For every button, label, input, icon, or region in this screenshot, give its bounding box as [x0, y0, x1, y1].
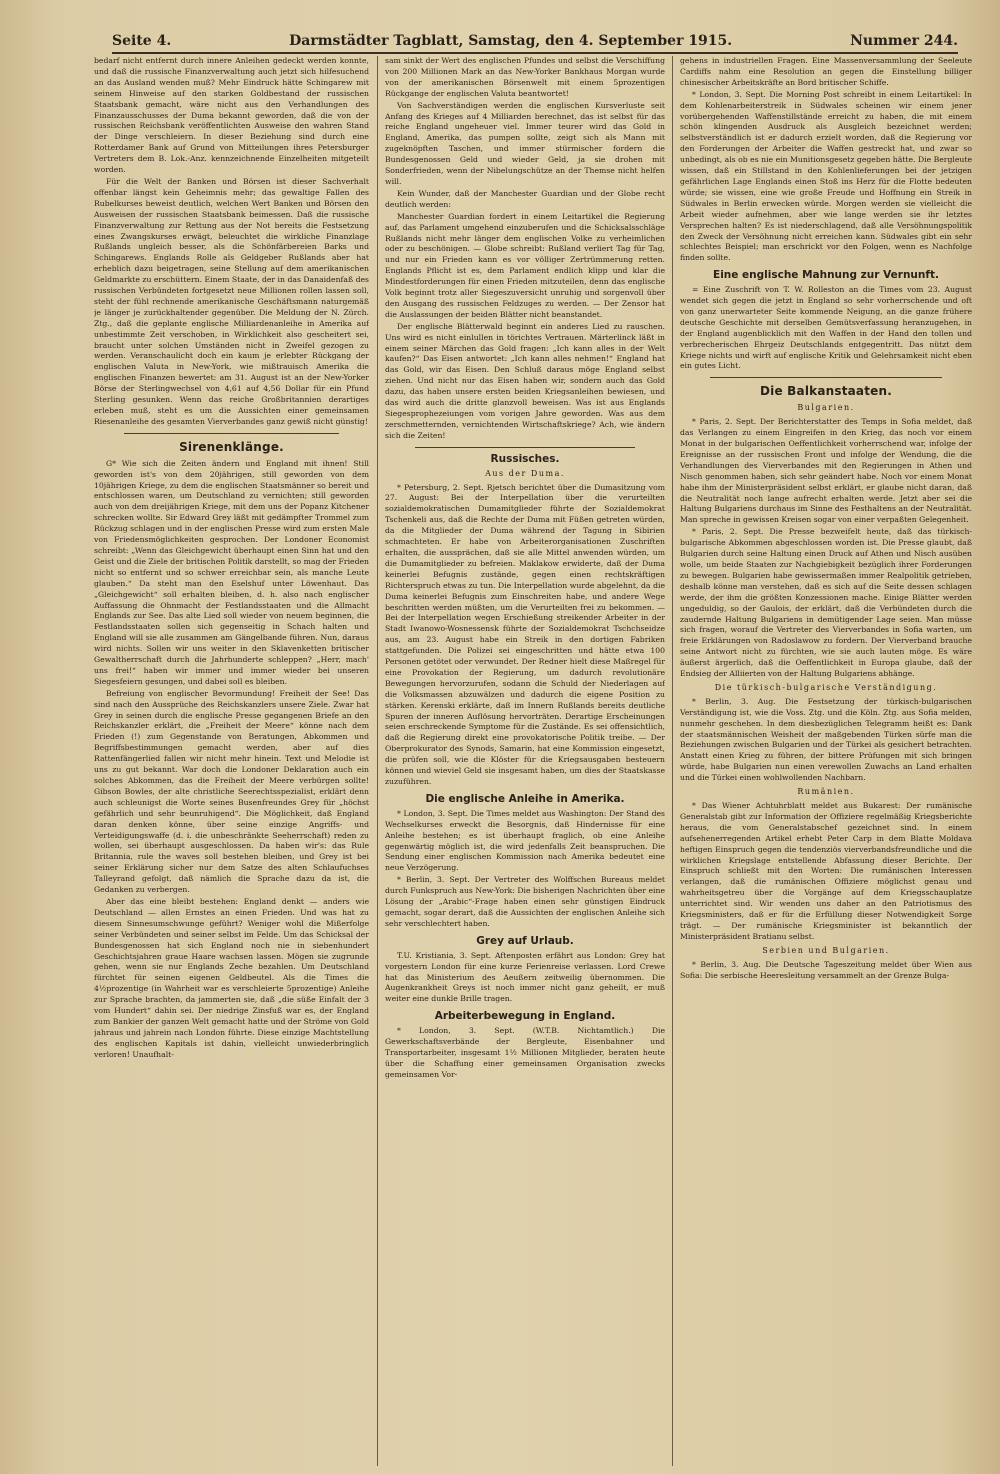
paragraph: = Eine Zuschrift von T. W. Rolleston an die Times vom 23. August wendet sich gegen die jetzt in England so sehr vorherrschende und oft von ganz unerwarteter Seite kommende Neigung, an die ganze frühere deutsche Geschichte mit derselben Gemütsverfassung heranzugehen, in der England augenblicklich mit den Waffen in der Hand den tollen und verbrecherischen Ehrgeiz Deutschlands entgegentritt. Das nützt dem Kriege nichts und wirft auf englische Kritik und Gelehrsamkeit nicht eben ein gutes Licht.	[680, 285, 972, 371]
paragraph: Befreiung von englischer Bevormundung! Freiheit der See! Das sind nach den Aussprüche des Reichskanzlers unsere Ziele. Zwar hat Grey in seinen durch die englische Presse gegangenen Briefe an den Reichskanzler erklärt, die „Freiheit der Meere“ könne nach dem Frieden (!) zum Gegenstande von Beratungen, Abkommen und Begriffsbestimmungen gemacht werden, aber auf dies Rattenfängerlied fallen wir nicht mehr hinein. Text und Melodie ist uns zu gut bekannt. War doch die Londoner Deklaration auch ein solches Abkommen, das die Freiheit der Meere verbürgen sollte! Gibson Bowles, der alte christliche Seerechtsspezialist, erklärt denn auch schleunigst die Worte seines Busenfreundes Grey für „höchst gefährlich und sehr beunruhigend“. Die Möglichkeit, daß England daran denken könne, über seine einzige Angriffs- und Verteidigungswaffe (d. i. die unbeschränkte Seeherrschaft) reden zu wollen, sei überhaupt ausgeschlossen. Da haben wir's: das Rule Britannia, rule the waves soll bestehen bleiben, und Grey ist bei seiner Erklärung sicher nur dem Satze des alten Schlaufuchses Talleyrand gefolgt, daß nämlich die Sprache dazu da ist, die Gedanken zu verbergen.	[94, 688, 369, 895]
paragraph: * Paris, 2. Sept. Die Presse bezweifelt heute, daß das türkisch-bulgarische Abkommen abgeschlossen worden ist. Die Presse glaubt, daß Bulgarien durch seine Haltung einen Druck auf Athen und Nisch ausüben wolle, um beide Staaten zur Nachgiebigkeit bezüglich ihrer Forderungen zu bewegen. Bulgarien habe gewissermaßen immer Realpolitik getrieben, deshalb könne man verstehen, daß es sich auf die Seite dessen schlagen werde, der ihm die größten Konzessionen mache. Einige Blätter werden ungeduldig, so der Gaulois, der erklärt, daß die Verbündeten durch die zaudernde Haltung Bulgariens in demütigender Lage seien. Man müsse sich fragen, worauf die Vertreter des Vierverbandes in Sofia warten, um freie Erklärungen von Radoslawow zu fordern. Der Vierverband brauche seine Antwort nicht zu fürchten, wie sie auch lauten möge. Es wäre äußerst ärgerlich, daß die Oeffentlichkeit in Europa glaube, daß der Endsieg der Alliierten von der Haltung Bulgariens abhänge.	[680, 527, 972, 679]
paragraph: * Das Wiener Achtuhrblatt meldet aus Bukarest: Der rumänische Generalstab gibt zur Information der Offiziere regelmäßig Kriegsberichte heraus, die vom Generalstabschef gezeichnet sind. In einem aufsehenerregenden Artikel erhebt Peter Carp in dem Blatte Moldava heftigen Einspruch gegen die tendenziös vierverbandsfreundliche und die wirklichen Kriegslage entstellende Abfassung dieser Berichte. Der Einspruch schließt mit den Worten: Die rumänischen Interessen verlangen, daß die rumänischen Offiziere möglichst genau und wahrheitsgetreu über die Vorgänge auf dem Kriegsschauplatze unterrichtet sind. Wir wenden uns daher an den Patriotismus des Kriegsministers, daß er für die Erfüllung dieser Notwendigkeit Sorge trägt. — Der rumänische Kriegsminister ist bekanntlich der Ministerpräsident Bratianu selbst.	[680, 801, 972, 941]
paragraph: * London, 3. Sept. Die Morning Post schreibt in einem Leitartikel: In dem Kohlenarbeiterstreik in Südwales scheinen wir einem jener vorübergehenden Waffenstillstände erreicht zu haben, die mit einem schön klingenden Ausdruck als Ausgleich bezeichnet werden; selbstverständlich ist er dadurch erzielt worden, daß die Regierung vor den Forderungen der Arbeiter die Waffen gestreckt hat, und zwar so unbedingt, als ob es nie ein Munitionsgesetz gegeben hätte. Die Bergleute wissen, daß ein Stillstand in den Kohlenlieferungen bei der jetzigen gefährlichen Lage Englands einen Stoß ins Herz für die Flotte bedeuten würde; sie wissen, eine wie große Freude und Hoffnung ein Streik in Südwales in Berlin erwecken würde. Morgen werden sie vielleicht die Arbeit wieder aufnehmen, aber wie lange werden sie ihr letztes Versprechen halten? Es ist niederschlagend, daß alle Versöhnungspolitik den Zweck der Versöhnung nicht erreichen kann. Südwales gibt ein sehr schlechtes Beispiel; man erschrickt vor den Folgen, wenn es Nachfolge finden sollte.	[680, 89, 972, 263]
issue-number: Nummer 244.	[850, 33, 958, 49]
paragraph: * Paris, 2. Sept. Der Berichterstatter des Temps in Sofia meldet, daß das Verlangen zu einem Eingreifen in den Krieg, das noch vor einem Monat in der bulgarischen Oeffentlichkeit vorherrschend war, infolge der Ereignisse an der russischen Front und infolge der Wendung, die die Verhandlungen des Vierverbandes mit den Regierungen in Athen und Nisch genommen haben, sich sehr geändert habe. Noch vor einem Monat habe ihm der Ministerpräsident selbst erklärt, er glaube nicht daran, daß die Neutralität noch lange aufrecht erhalten werde. Jetzt aber sei die Haltung Bulgariens durchaus im Sinne des Festhaltens an der Neutralität. Man spreche in gewissen Kreisen sogar von einer verpaßten Gelegenheit.	[680, 417, 972, 525]
paragraph: gehens in industriellen Fragen. Eine Massenversammlung der Seeleute Cardiffs nahm eine Resolution an gegen die Einstellung billiger chinesischer Arbeitskräfte an Bord britischer Schiffe.	[680, 56, 972, 87]
heading-arbeiterbewegung: Arbeiterbewegung in England.	[434, 1010, 616, 1023]
masthead: Darmstädter Tagblatt, Samstag, den 4. September 1915.	[289, 33, 733, 49]
heading-sirenenklaenge: Sirenenklänge.	[179, 439, 284, 454]
heading-russisches: Russisches.	[490, 452, 560, 465]
paragraph: * Berlin, 3. Sept. Der Vertreter des Wolffschen Bureaus meldet durch Funkspruch aus New-York: Die bisherigen Nachrichten über eine Lösung der „Arabic“-Frage haben einen sehr günstigen Eindruck gemacht, sogar derart, daß die Aussichten der englischen Anleihe sich sehr verschlechtert haben.	[385, 875, 665, 928]
section-rule	[415, 447, 635, 448]
paragraph: * Berlin, 3. Aug. Die Festsetzung der türkisch-bulgarischen Verständigung ist, wie die Voss. Ztg. und die Köln. Ztg. aus Sofia melden, nunmehr geschehen. In dem diesbezüglichen Telegramm heißt es: Dank der staatsmännischen Weisheit der maßgebenden Türken sürfe man die Beziehungen zwischen Bulgarien und der Türkei als gesichert betrachten. Anstatt einen Krieg zu führen, der bittere Prüfungen mit sich bringen würde, habe Bulgarien nun einen verewollen Zuwachs an Land erhalten und die Türkei einen wohlwollenden Nachbarn.	[680, 696, 972, 783]
paragraph: * London, 3. Sept. Die Times meldet aus Washington: Der Stand des Wechselkurses erweckt die Besorgnis, daß Hindernisse für eine Anleihe bestehen; es ist überhaupt fraglich, ob eine Anleihe gegenwärtig möglich ist, die wird jedenfalls Zeit beanspruchen. Die Sendung einer englischen Kommission nach Amerika bedeutet eine neue Verzögerung.	[385, 808, 665, 873]
subheading-tuerkisch-bulgarisch: Die türkisch-bulgarische Verständigung.	[714, 682, 938, 692]
paragraph: T.U. Kristiania, 3. Sept. Aftenposten erfährt aus London: Grey hat vorgestern London für eine kurze Ferienreise verlassen. Lord Crewe hat das Ministerium des Aeußern zeitweilig übernommen. Die Augenkrankheit Greys ist noch immer nicht ganz geheilt, er muß weiter eine dunkle Brille tragen.	[385, 950, 665, 1004]
paragraph: Von Sachverständigen werden die englischen Kursverluste seit Anfang des Krieges auf 4 Milliarden berechnet, das ist selbst für das reiche England ungeheuer viel. Immer teurer wird das Gold in England, Amerika, das pumpen sollte, zeigt sich als Mann mit zugeknöpften Taschen, und immer stürmischer fordern die Bundesgenossen Geld und wieder Geld, ja sie drohen mit Sonderfrieden, wenn der Nibelungschütze an der Themse nicht helfen will.	[385, 100, 665, 186]
column-1	[94, 56, 369, 1466]
column-2	[385, 56, 665, 1466]
paragraph: * Petersburg, 2. Sept. Rjetsch berichtet über die Dumasitzung vom 27. August: Bei der Interpellation über die verurteilten sozialdemokratischen Dumamitglieder führte der Sozialdemokrat Tschenkeli aus, daß die Rechte der Duma mit Füßen getreten würden, da die Mitglieder der Duma während der Tagung in Sibirien schmachteten. Er habe von Arbeiterorganisationen Zuschriften erhalten, die aussprächen, daß sie alle Mittel anwenden würden, um die Dumamitglieder zu befreien. Maklakow erwiderte, daß der Duma keinerlei Befugnis zustände, gegen einen rechtskräftigen Richterspruch etwas zu tun. Die Interpellation wurde abgelehnt, da die Duma keinerlei Befugnis zum Einschreiten habe, und andere Wege beschritten werden müßten, um die Verurteilten frei zu bekommen. — Bei der Interpellation wegen Erschießung streikender Arbeiter in der Stadt Iwanowo-Wosnessensk führte der Sozialdemokrat Tschchseidze aus, am 23. August habe ein Streik in den dortigen Fabriken stattgefunden. Die Polizei sei eingeschritten und hätte etwa 100 Personen getötet oder verwundet. Der Redner hielt diese Maßregel für eine Provokation der Regierung, um dadurch revolutionäre Bewegungen hervorzurufen, sodann die Schuld der Niederlagen auf die Volksmassen abzuwälzen und dadurch die eigene Position zu stärken. Kerenski erklärte, daß im Innern Rußlands bereits deutliche Spuren der inneren Auflösung hervorträten. Derartige Erscheinungen seien erschreckende Symptome für die Zustände. Es sei offensichtlich, daß die Regierung direkt eine provokatorische Politik treibe. — Der Oberprokurator des Synods, Samarin, hat eine Kommission eingesetzt, die prüfen soll, wie die Klöster für die Kriegsausgaben besteuern können und wieviel Geld sie insgesamt haben, um dies der Staatskasse zuzuführen.	[385, 482, 665, 786]
paragraph: G* Wie sich die Zeiten ändern und England mit ihnen! Still geworden ist's von dem 20jährigen, still geworden von dem 10jährigen Kriege, zu dem die englischen Staatsmänner so bereit und entschlossen waren, um Deutschland zu vernichten; still geworden auch von dem dreijährigen Kriege, mit dem uns der Popanz Kitchener schrecken wollte. Sir Edward Grey läßt mit gedämpfter Trommel zum Rückzug schlagen und in der englischen Presse wird zum ersten Male von Friedensmöglichkeiten gesprochen. Der Londoner Economist schreibt: „Wenn das Gleichgewicht überhaupt einen Sinn hat und den Geist und die Ziele der britischen Politik darstellt, so mag der Frieden nicht so entfernt und so schwer erreichbar sein, als manche Leute glauben.“ Da steht man den Eselshuf unter Löwenhaut. Das „Gleichgewicht“ soll erhalten bleiben, d. h. also nach englischer Auffassung die Ohnmacht der Festlandsstaaten und die Allmacht Englands zur See. Das alte Lied soll wieder von neuem beginnen, die Festlandsstaaten sollen sich gegenseitig in Schach halten und England will sie alle zusammen am Gängelbande führen. Nun, daraus wird nichts. Sollen wir uns weiter in den Sklavenketten britischer Gewaltherrschaft durch die Jahrhunderte schleppen? „Herr, mach' uns frei!“ haben wir immer und immer wieder bei unseren Siegesfeiern gesungen, und dabei soll es bleiben.	[94, 458, 369, 686]
paragraph: Manchester Guardian fordert in einem Leitartikel die Regierung auf, das Parlament umgehend einzuberufen und die Schicksalsschläge Rußlands nicht mehr länger dem englischen Volke zu verheimlichen oder zu beschönigen. — Globe schreibt: Rußland verliert Tag für Tag, und nur ein Frieden kann es vor völliger Zertrümmerung retten. Englands Pflicht ist es, dem Parlament endlich klipp und klar die Mindestforderungen für einen Frieden mitzuteilen, denn das englische Volk beginnt trotz aller Siegeszuversicht unruhig und sorgenvoll über den Ausgang des russischen Feldzuges zu werden. — Der Zensor hat die Auslassungen der beiden Blätter nicht beanstandet.	[385, 211, 665, 319]
column-3	[680, 56, 972, 1466]
section-rule	[124, 433, 339, 434]
column-divider	[377, 56, 378, 1466]
paragraph: bedarf nicht entfernt durch innere Anleihen gedeckt werden konnte, und daß die russische Finanzverwaltung auch jetzt sich hilfesuchend an das Ausland wenden muß? Mehr Eindruck hätte Schingarew mit seinem Hinweise auf den starken Goldbestand der russischen Staatsbank gemacht, wäre nicht aus den Verhandlungen des Finanzausschusses der Duma bekannt geworden, daß die von der russischen Reichsbank veröffentlichten Ausweise den wahren Stand der Dinge verschleiern. In dieser Beziehung sind durch eine Rotterdamer Bank auf Grund von Mitteilungen ihres Petersburger Vertreters dem B. Lok.-Anz. kennzeichnende Einzelheiten mitgeteilt worden.	[94, 56, 369, 175]
paragraph: Aber das eine bleibt bestehen: England denkt — anders wie Deutschland — allen Ernstes an einen Frieden. Und was hat zu diesem Sinnesumschwunge geführt? Weniger wohl die Mißerfolge seiner Verbündeten und seiner selbst im Felde. Um das Schicksal der Bundesgenossen hat sich England noch nie in siebenhundert Geschichtsjahren graue Haare wachsen lassen. Mögen sie zugrunde gehen, wenn sie nur Englands Zeche bezahlen. Um Deutschland fürchtet für seinen eigenen Geldbeutel. Als die Times die 4½prozentige (in Wahrheit war es verschleierte 5prozentige) Anleihe zur Sprache brachten, da jammerten sie, daß „die süße Einfalt der 3 vom Hundert“ dahin sei. Der niedrige Zinsfuß war es, der England zum Bankier der ganzen Welt gemacht hatte und der Ströme von Gold jahraus und jahrein nach London führte. Diese einzige Machtstellung des englischen Kapitals ist dahin, vielleicht unwiederbringlich verloren! Unaufhalt-	[94, 896, 369, 1059]
column-divider	[672, 56, 673, 1466]
paragraph: * Berlin, 3. Aug. Die Deutsche Tageszeitung meldet über Wien aus Sofia: Die serbische Heeresleitung versammelt an der Grenze Bulga-	[680, 959, 972, 980]
subheading-bulgarien: Bulgarien.	[797, 403, 855, 413]
heading-grey-urlaub: Grey auf Urlaub.	[476, 934, 574, 947]
paragraph: Kein Wunder, daß der Manchester Guardian und der Globe recht deutlich werden:	[385, 188, 665, 209]
subheading-rumaenien: Rumänien.	[797, 787, 855, 797]
heading-mahnung-vernunft: Eine englische Mahnung zur Vernunft.	[713, 269, 939, 282]
paragraph: Der englische Blätterwald beginnt ein anderes Lied zu rauschen. Uns wird es nicht einlullen in törichtes Vertrauen. Märterlinck läßt in einem seiner Märchen das Gold fragen: „Ich kann alles in der Welt kaufen?“ Das Eisen antwortet: „Ich kann alles nehmen!“ England hat das Gold, wir das Eisen. Den Schluß daraus möge England selbst ziehen. Und nicht nur das Eisen haben wir, sondern auch das Gold dazu, das haben unsere ersten beiden Kriegsanleihen bewiesen, und das wird auch die dritte glanzvoll beweisen. Was ist aus Englands Siegesprophezeiungen vom vorigen Jahre geworden. Was aus dem zerschmetternden, vernichtenden Wirtschaftskriege? Ach, wie ändern sich die Zeiten!	[385, 321, 665, 440]
subheading-serbien-bulgarien: Serbien und Bulgarien.	[762, 945, 890, 955]
page-header	[112, 30, 958, 54]
paragraph: Für die Welt der Banken und Börsen ist dieser Sachverhalt offenbar längst kein Geheimnis mehr; das gewaltige Fallen des Rubelkurses beweist deutlich, welchen Wert Banken und Börsen den Ausweisen der russischen Staatsbank beimessen. Daß die russische Finanzverwaltung zur Rettung aus der Not bereits die Festsetzung eines Zwangskurses erwägt, beleuchtet die wirkliche Finanzlage Rußlands ungleich besser, als die Schönfärbereien Barks und Schingarews. Englands Rolle als Geldgeber Rußlands aber hat erheblich dazu beigetragen, seine Stellung auf dem amerikanischen Geldmarkte zu erschüttern. Einem Staate, der in das Danaidenfaß des russischen Verbündeten fortgesetzt neue Millionen rollen lassen soll, steht der fühl rechnende amerikanische Geschäftsmann naturgemäß je länger je zurückhaltender gegenüber. Die Meldung der N. Zürch. Ztg., daß die geplante englische Milliardenanleihe in Amerika auf unbestimmte Zeit verschoben, in Wirklichkeit also gescheitert sei, braucht unter solchen Umständen nicht in Zweifel gezogen zu werden. Veranschaulicht doch ein kaum je erlebter Rückgang der englischen Valuta in New-York, wie mißtrauisch Amerika die englischen Finanzen bewertet: am 31. August ist an der New-Yorker Börse der Sterlingwechsel von 4,61 auf 4,56 Dollar für ein Pfund Sterling gesunken. Wenn das reiche Großbritannien derartiges erleben muß, steht es um die Aussichten einer gemeinsamen Riesenanleihe des gesamten Vierverbandes ganz gewiß nicht günstig!	[94, 176, 369, 426]
paragraph: * London, 3. Sept. (W.T.B. Nichtamtlich.) Die Gewerkschaftsverbände der Bergleute, Eisenbahner und Transportarbeiter, insgesamt 1½ Millionen Mitglieder, beraten heute über die Schaffung einer gemeinsamen Organisation zwecks gemeinsamen Vor-	[385, 1026, 665, 1079]
paragraph: sam sinkt der Wert des englischen Pfundes und selbst die Verschiffung von 200 Millionen Mark an das New-Yorker Bankhaus Morgan wurde von der amerikanischen Börsenwelt mit einem 5prozentigen Rückgange der englischen Valuta beantwortet!	[385, 56, 665, 98]
section-rule	[710, 377, 942, 378]
heading-balkanstaaten: Die Balkanstaaten.	[759, 384, 893, 399]
subheading-duma: Aus der Duma.	[485, 468, 565, 478]
heading-englische-anleihe: Die englische Anleihe in Amerika.	[425, 792, 625, 805]
page-number: Seite 4.	[112, 33, 172, 49]
